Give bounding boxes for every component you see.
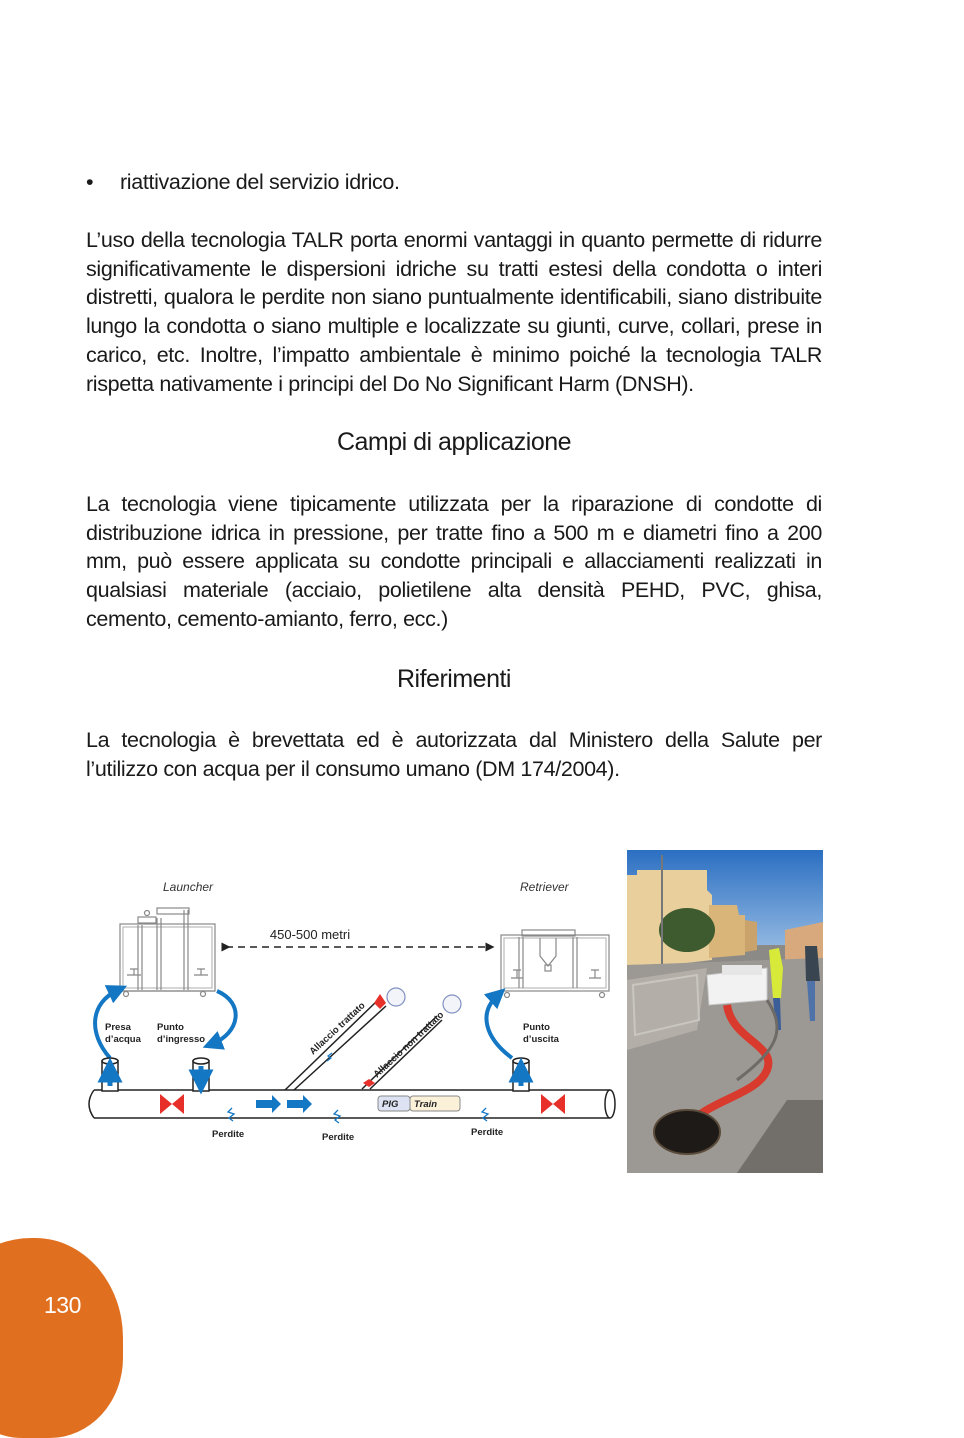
uscita-label-line2: d’uscita: [523, 1034, 559, 1045]
page-number-badge: [0, 1238, 123, 1438]
heading-riferimenti: Riferimenti: [397, 665, 511, 693]
ingresso-curve-arrow: [212, 991, 236, 1044]
site-photo: [627, 850, 823, 1173]
allaccio-non-trattato-label: Allaccio non trattato: [371, 1009, 447, 1081]
train-label: Train: [414, 1099, 438, 1110]
ingresso-label-line2: d’ingresso: [157, 1034, 206, 1045]
perdite-label: Perdite: [212, 1129, 245, 1140]
presa-label-line2: d’acqua: [105, 1034, 141, 1045]
valve-right: [541, 1094, 565, 1114]
uscita-curve-arrow: [487, 995, 512, 1058]
perdite-label: Perdite: [322, 1132, 355, 1143]
allaccio-trattato: [285, 988, 405, 1090]
presa-riser: [102, 1058, 118, 1091]
manhole: [654, 1110, 720, 1154]
launcher-unit: [120, 908, 215, 997]
page-number: 130: [44, 1292, 81, 1318]
intro-paragraph: L’uso della tecnologia TALR porta enormi vantaggi in quanto permette di ridurre significativamente le dispersioni idriche su tratti estesi della condotta o interi distretti, qualora le perdite non siano puntualmente identificabili, siano distribuite lungo la condotta o siano multiple e localizzate su giunti, curve, collari, prese in carico, etc. Inoltre, l’impatto ambientale è minimo poiché la tecnologia TALR rispetta nativamente i principi del Do No Significant Harm (DNSH).: [86, 228, 822, 396]
ingresso-riser: [193, 1058, 209, 1091]
uscita-riser: [513, 1058, 529, 1091]
pig-label: PIG: [382, 1099, 399, 1110]
ingresso-label-line1: Punto: [157, 1022, 184, 1033]
distance-label: 450-500 metri: [269, 927, 351, 942]
bullet-item: [86, 168, 400, 196]
uscita-label-line1: Punto: [523, 1022, 550, 1033]
bullet-text: riattivazione del servizio idrico.: [120, 170, 400, 194]
heading-campi-di-applicazione: Campi di applicazione: [336, 428, 572, 456]
retriever-label: Retriever: [520, 880, 569, 894]
launcher-label: Launcher: [163, 880, 214, 894]
talr-diagram: [80, 858, 625, 1158]
retriever-unit: [501, 930, 609, 998]
talr-diagram-svg: [80, 858, 625, 1158]
perdite-label: Perdite: [471, 1127, 504, 1138]
allaccio-trattato-label: Allaccio trattato: [307, 1000, 368, 1058]
site-photo-illustration: [627, 850, 823, 1173]
valve-left: [160, 1094, 184, 1114]
pig-train: [378, 1096, 460, 1111]
applications-paragraph: La tecnologia viene tipicamente utilizzata per la riparazione di condotte di distribuzione idrica in pressione, per tratte fino a 500 m e diametri fino a 200 mm, può essere applicata su condotte principali e allacciamenti realizzati in qualsiasi materiale (acciaio, polietilene alta densità PEHD, PVC, ghisa, cemento, cemento-amianto, ferro, ecc.): [86, 492, 822, 631]
references-paragraph: La tecnologia è brevettata ed è autorizzata dal Ministero della Salute per l’utilizzo con acqua per il consumo umano (DM 174/2004).: [86, 728, 822, 781]
bullet-symbol: •: [86, 170, 94, 194]
flow-arrows: [256, 1095, 312, 1113]
allaccio-non-trattato: [362, 995, 461, 1089]
tree: [659, 908, 715, 952]
presa-label-line1: Presa: [105, 1022, 131, 1033]
